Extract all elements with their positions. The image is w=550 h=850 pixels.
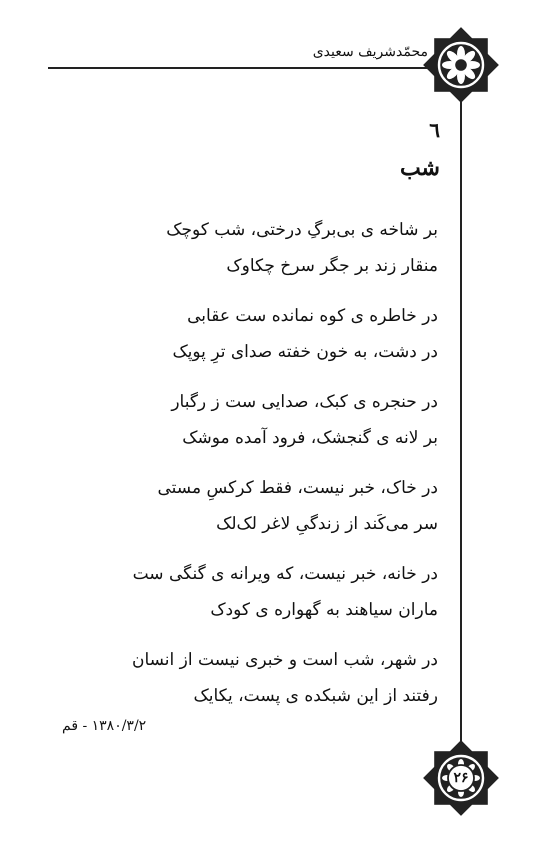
poem-title: شب bbox=[399, 155, 440, 181]
verse-line: سر می‌کَند از زندگیِ لاغر لک‌لک bbox=[216, 514, 438, 534]
verse-line: در خانه، خبر نیست، که ویرانه ی گنگی ست bbox=[132, 564, 438, 584]
vertical-rule bbox=[460, 40, 462, 800]
stanza-3 bbox=[171, 384, 438, 456]
stanza-2 bbox=[172, 298, 438, 370]
verse-line: بر لانه ی گنجشک، فرود آمده موشک bbox=[182, 428, 438, 448]
date-place: ۱۳۸۰/۳/۲ - قم bbox=[62, 718, 147, 734]
poem-number: ٦ bbox=[429, 118, 440, 142]
stanza-5 bbox=[133, 556, 438, 628]
stanza-6 bbox=[132, 642, 438, 714]
header-rule bbox=[48, 67, 440, 69]
verse-line: منقار زند بر جگر سرخ چکاوک bbox=[226, 256, 438, 276]
verse-line: در دشت، به خون خفته صدای ترِ پوپک bbox=[172, 342, 438, 362]
verse-line: بر شاخه ی بی‌برگِ درختی، شب کوچک bbox=[166, 220, 438, 240]
verse-line: ماران سیاهند به گهواره ی کودک bbox=[210, 600, 438, 620]
stanza-1 bbox=[166, 212, 438, 284]
stanza-4 bbox=[158, 470, 439, 542]
ornament-rosette-icon bbox=[423, 27, 499, 103]
verse-line: در خاک، خبر نیست، فقط کرکسِ مستی bbox=[157, 478, 438, 498]
page-number: ۲۶ bbox=[453, 770, 469, 786]
verse-line: رفتند از این شبکده ی پست، یکایک bbox=[193, 686, 438, 706]
running-header-author: محمّدشریف سعیدی bbox=[312, 44, 428, 60]
verse-line: در شهر، شب است و خبری نیست از انسان bbox=[131, 650, 438, 670]
verse-line: در خاطره ی کوه نمانده ست عقابی bbox=[187, 306, 438, 326]
verse-line: در حنجره ی کبک، صدایی ست ز رگبار bbox=[171, 392, 438, 412]
